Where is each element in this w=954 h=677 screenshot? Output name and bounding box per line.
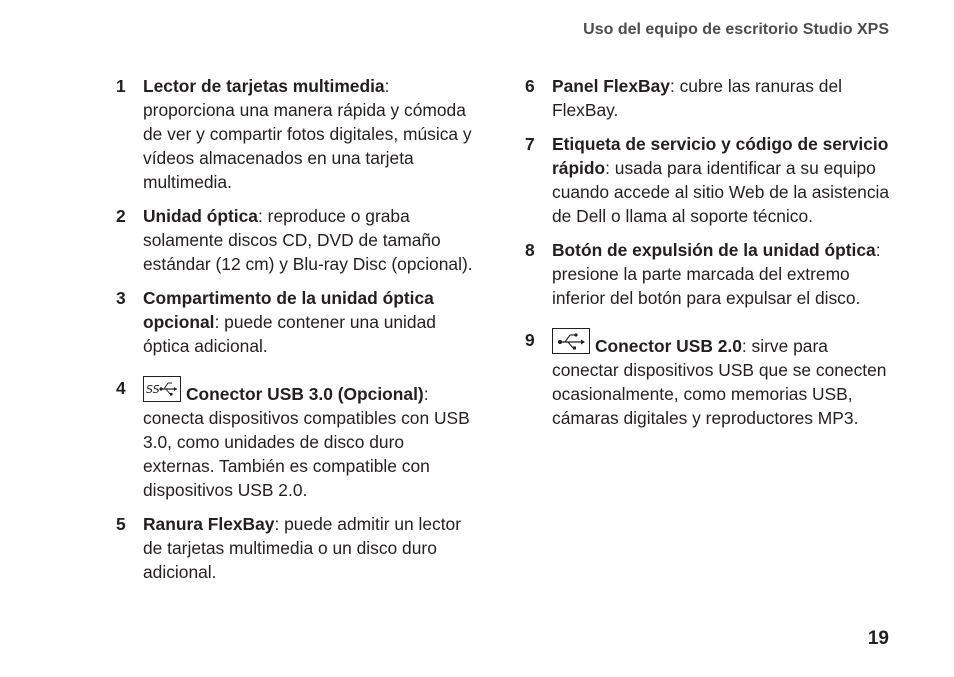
list-item — [525, 328, 890, 430]
list-item — [116, 512, 476, 584]
item-body: : cubre las ranuras del FlexBay. — [552, 76, 843, 120]
svg-text:SS: SS — [146, 383, 160, 396]
item-number: 5 — [116, 514, 126, 534]
item-title: Conector USB 3.0 (Opcional) — [186, 384, 424, 404]
usb-superspeed-icon — [143, 376, 181, 402]
item-body: : puede admitir un lector de tarjetas multimedia o un disco duro adicional. — [143, 514, 462, 582]
right-column — [525, 74, 890, 440]
item-title: Panel FlexBay — [552, 76, 670, 96]
item-body: : proporciona una manera rápida y cómoda de ver y compartir fotos digitales, música y vídeos almacenados en una tarjeta multimedia. — [143, 76, 472, 192]
running-header: Uso del equipo de escritorio Studio XPS — [583, 21, 889, 38]
item-body: : presione la parte marcada del extremo inferior del botón para expulsar el disco. — [552, 240, 881, 308]
item-number: 6 — [525, 76, 535, 96]
item-title: Compartimento de la unidad óptica opcional — [143, 288, 434, 332]
item-title: Conector USB 2.0 — [595, 336, 742, 356]
item-number: 2 — [116, 206, 126, 226]
list-item — [525, 132, 890, 228]
item-number: 1 — [116, 76, 126, 96]
item-number: 8 — [525, 240, 535, 260]
item-title: Lector de tarjetas multimedia — [143, 76, 385, 96]
list-item — [116, 376, 476, 502]
item-body: : puede contener una unidad óptica adicional. — [143, 312, 436, 356]
item-title: Etiqueta de servicio y código de servicio rápido — [552, 134, 889, 178]
item-title: Ranura FlexBay — [143, 514, 275, 534]
item-body: : usada para identificar a su equipo cuando accede al sitio Web de la asistencia de Dell o llama al soporte técnico. — [552, 158, 890, 226]
item-title: Botón de expulsión de la unidad óptica — [552, 240, 876, 260]
list-item — [116, 74, 476, 194]
left-column — [116, 74, 476, 594]
list-item — [116, 204, 476, 276]
item-number: 9 — [525, 330, 535, 350]
item-title: Unidad óptica — [143, 206, 258, 226]
item-number: 3 — [116, 288, 126, 308]
item-body: : reproduce o graba solamente discos CD, DVD de tamaño estándar (12 cm) y Blu-ray Disc (opcional). — [143, 206, 473, 274]
usb-icon — [552, 328, 590, 354]
item-body: : sirve para conectar dispositivos USB que se conecten ocasionalmente, como memorias USB, cámaras digitales y reproductores MP3. — [552, 336, 887, 428]
item-body: : conecta dispositivos compatibles con USB 3.0, como unidades de disco duro externas. También es compatible con dispositivos USB 2.0. — [143, 384, 470, 500]
item-number: 7 — [525, 134, 535, 154]
list-item — [525, 238, 890, 310]
list-item — [116, 286, 476, 358]
list-item — [525, 74, 890, 122]
page-number: 19 — [867, 628, 889, 649]
item-number: 4 — [116, 378, 126, 398]
